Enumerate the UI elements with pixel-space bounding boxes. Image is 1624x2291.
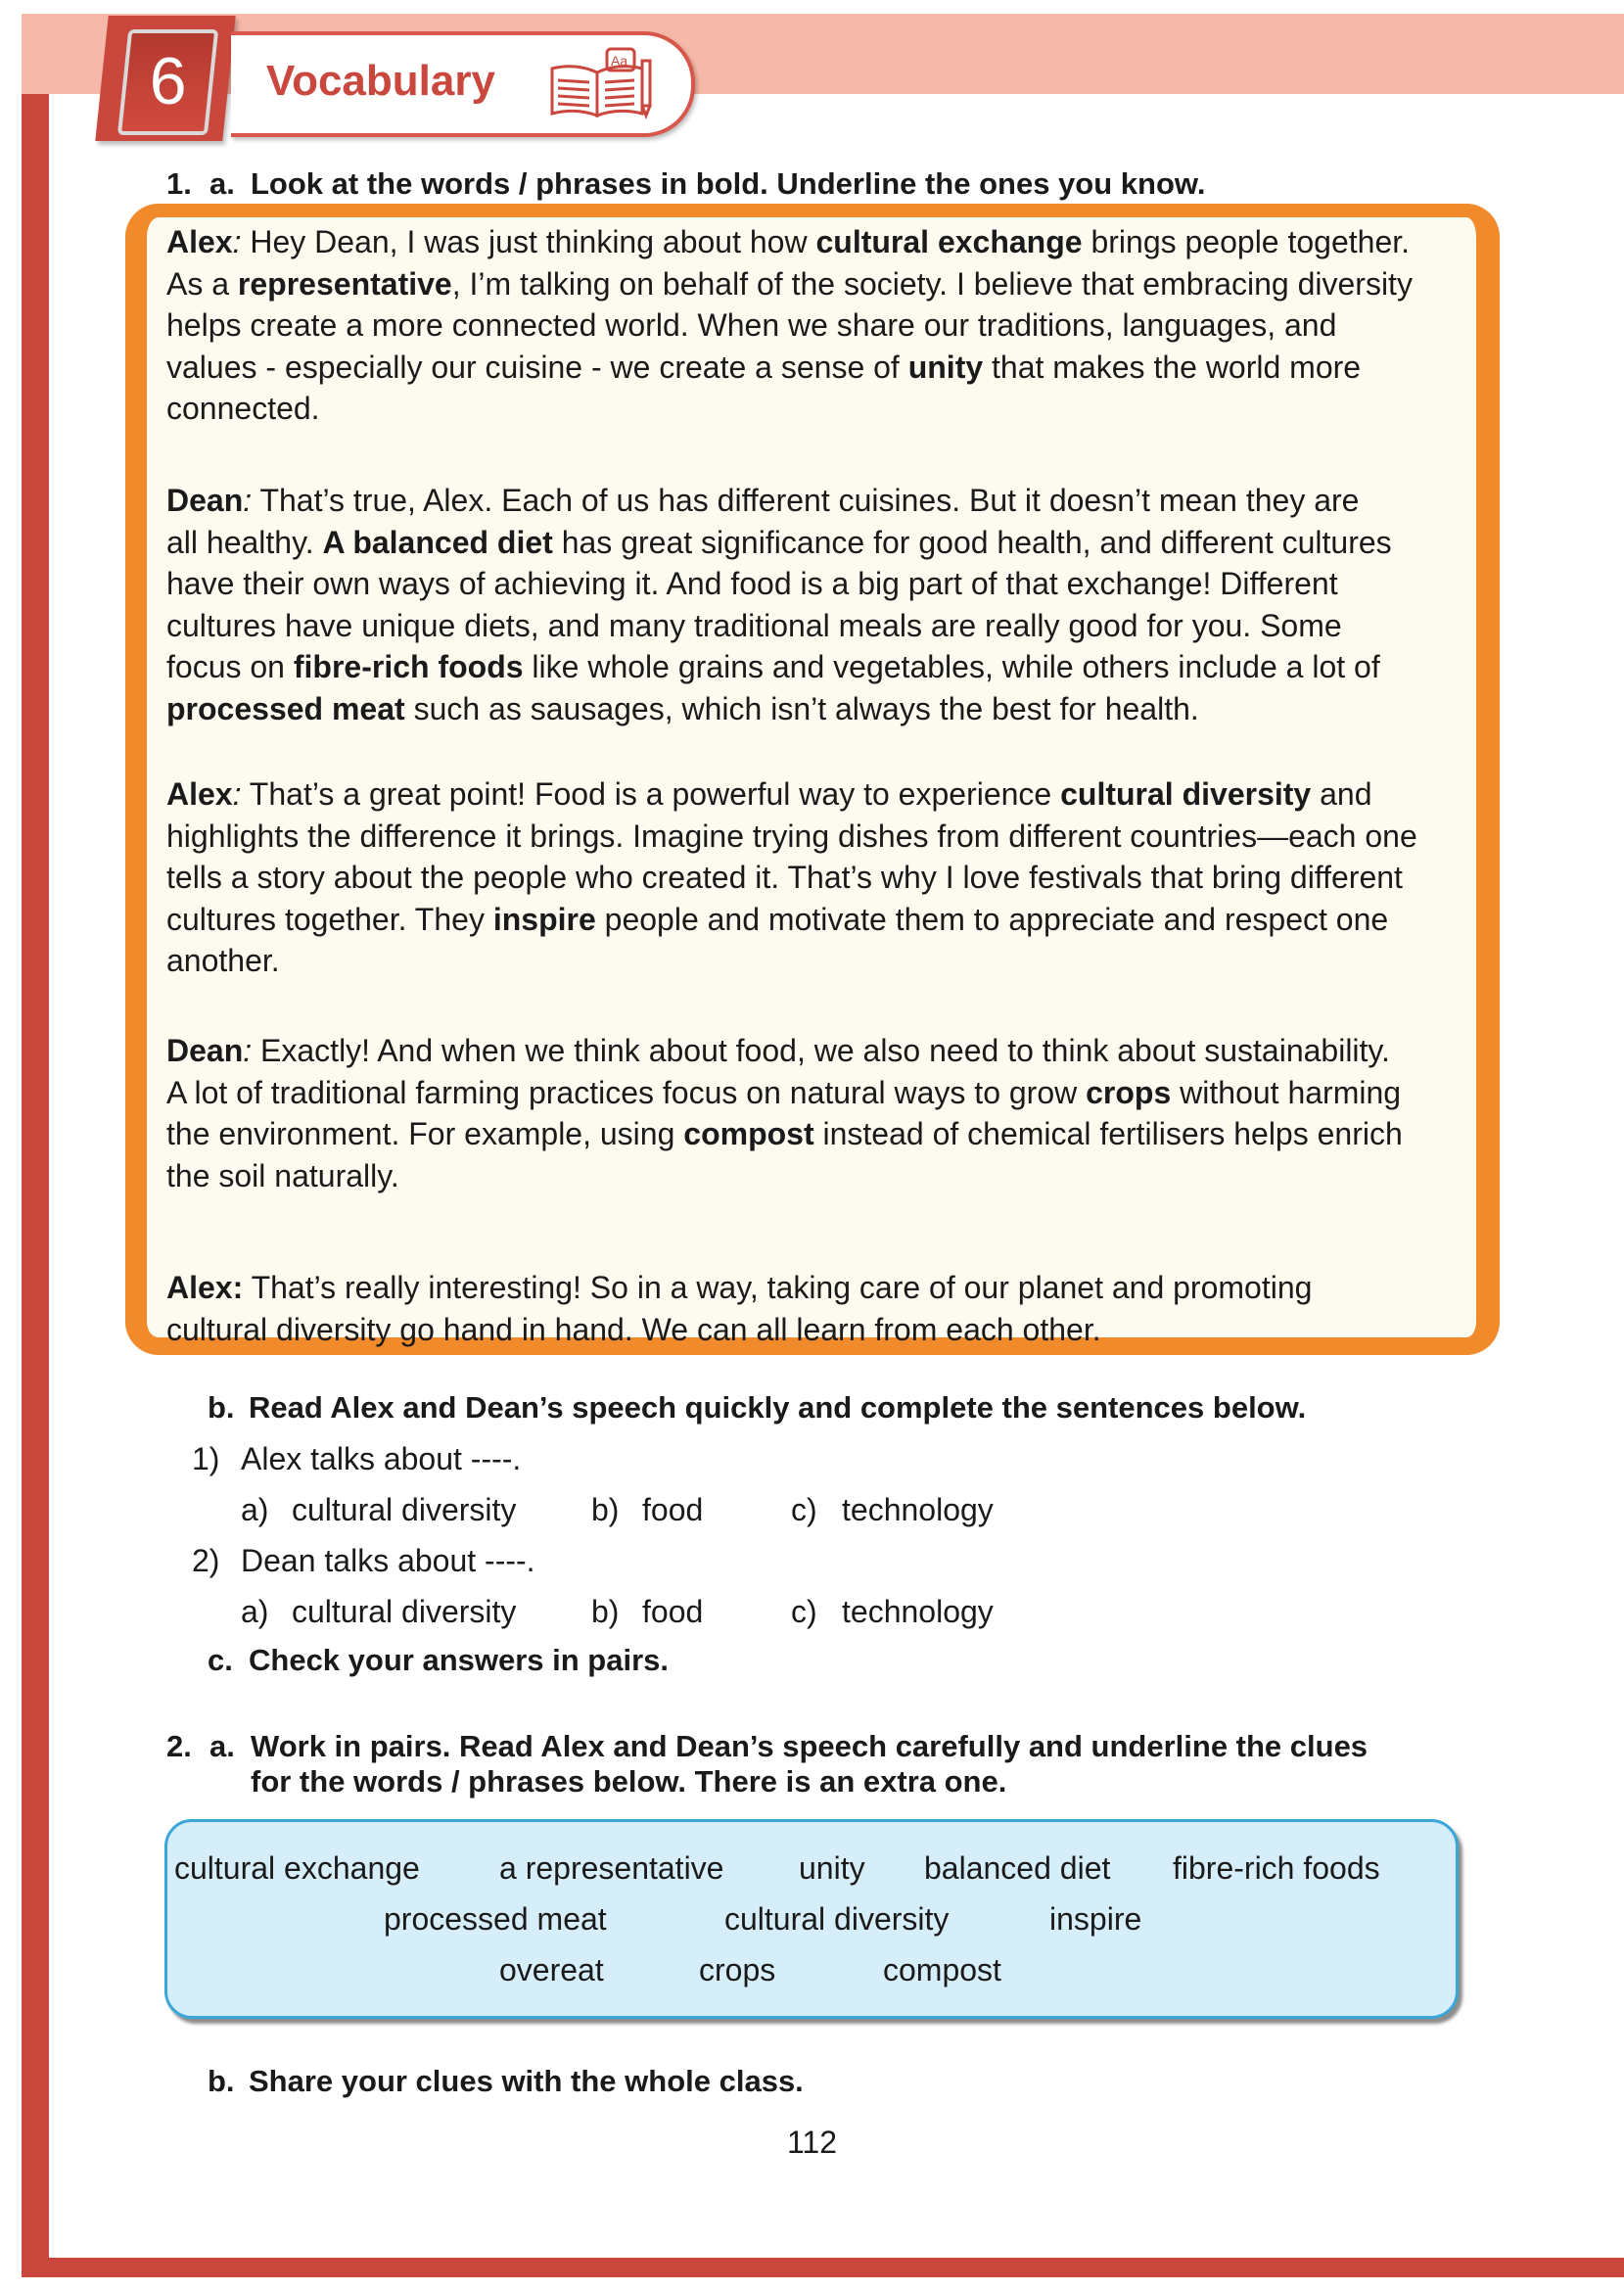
word-item: inspire	[1049, 1901, 1142, 1937]
book-vocabulary-icon	[546, 47, 654, 121]
dialogue-text-run: highlights the difference it brings. Imagine trying dishes from different countries—each one	[166, 818, 1417, 854]
dialogue-text-run: and	[1311, 776, 1372, 812]
dialogue-text-run: all healthy.	[166, 524, 323, 560]
dialogue-text-run: cultural diversity go hand in hand. We can all learn from each other.	[166, 1311, 1101, 1347]
dialogue-text-run: has great significance for good health, and different cultures	[552, 524, 1392, 560]
dialogue-line	[166, 1309, 1468, 1351]
dialogue-text-run: Hey Dean, I was just thinking about how	[241, 224, 816, 259]
key-vocabulary[interactable]: cultural diversity	[1060, 776, 1312, 812]
q1c-instruction: Check your answers in pairs.	[249, 1643, 670, 1677]
q2a-letter: a.	[209, 1729, 235, 1763]
dialogue-text-run: the soil naturally.	[166, 1157, 399, 1193]
q2b-heading	[208, 2064, 804, 2099]
q1b-instruction: Read Alex and Dean’s speech quickly and complete the sentences below.	[249, 1390, 1307, 1425]
dialogue-line	[166, 816, 1468, 858]
dialogue-line	[166, 1155, 1468, 1197]
key-vocabulary[interactable]: unity	[907, 349, 984, 385]
mc-question-1: 1) Alex talks about ----.	[192, 1441, 522, 1476]
dialogue-text-run: without harming	[1171, 1074, 1402, 1110]
speaker-name: Dean	[166, 483, 244, 518]
dialogue-line	[166, 773, 1468, 816]
speaker-colon: :	[232, 224, 242, 259]
word-item: a representative	[499, 1850, 724, 1886]
dialogue-line	[166, 605, 1468, 647]
dialogue-text-run: like whole grains and vegetables, while others include a lot of	[523, 649, 1380, 684]
mc-question-2: 2) Dean talks about ----.	[192, 1543, 535, 1578]
dialogue-text-run: brings people together.	[1082, 224, 1411, 259]
q1a-heading	[166, 166, 1205, 202]
q2-number: 2.	[166, 1729, 192, 1763]
dialogue-text-run: A lot of traditional farming practices focus on natural ways to grow	[166, 1074, 1087, 1110]
dialogue-text-run: values - especially our cuisine - we create a sense of	[166, 349, 908, 385]
page-number: 112	[786, 2125, 837, 2160]
dialogue-text-run: Exactly! And when we think about food, we also need to think about sustainability.	[252, 1033, 1390, 1068]
speaker-name: Alex:	[166, 1270, 244, 1305]
speaker-name: Dean	[166, 1033, 244, 1068]
word-item: compost	[883, 1952, 1001, 1987]
key-vocabulary[interactable]: inspire	[492, 901, 596, 937]
q1a-instruction: Look at the words / phrases in bold. Underline the ones you know.	[251, 166, 1206, 201]
dialogue-text-run: helps create a more connected world. When we share our traditions, languages, and	[166, 307, 1337, 343]
dialogue-text-run: instead of chemical fertilisers helps enrich	[813, 1116, 1403, 1151]
mc1-option-b[interactable]: b) food	[591, 1492, 704, 1527]
dialogue-line	[166, 221, 1468, 263]
mc2-option-b[interactable]: b) food	[591, 1594, 704, 1629]
speaker-colon: :	[232, 776, 242, 812]
left-frame-bar	[22, 94, 49, 2262]
mc1-option-c[interactable]: c) technology	[791, 1492, 994, 1527]
dialogue-line	[166, 263, 1468, 305]
key-vocabulary[interactable]: A balanced diet	[322, 524, 553, 560]
mc2-option-c[interactable]: c) technology	[791, 1594, 994, 1629]
word-item: balanced diet	[924, 1850, 1111, 1886]
mc1-option-a[interactable]: a) cultural diversity	[241, 1492, 517, 1527]
unit-number-frame	[117, 29, 218, 135]
dialogue-line	[166, 646, 1468, 688]
dialogue-text-run: That’s really interesting! So in a way, taking care of our planet and promoting	[243, 1270, 1313, 1305]
speaker-colon: :	[243, 1033, 253, 1068]
svg-text:Aa: Aa	[611, 53, 628, 69]
key-vocabulary[interactable]: compost	[683, 1116, 814, 1151]
key-vocabulary[interactable]: processed meat	[166, 690, 405, 726]
dialogue-line	[166, 1267, 1468, 1309]
word-item: cultural diversity	[724, 1901, 950, 1937]
key-vocabulary[interactable]: representative	[237, 265, 452, 302]
q2a-heading	[166, 1729, 1368, 1764]
section-title-pill	[231, 31, 695, 137]
dialogue-line	[166, 480, 1468, 522]
dialogue-text-run: As a	[166, 265, 238, 302]
dialogue-text-run: cultures together. They	[166, 901, 493, 937]
speaker-colon: :	[243, 483, 253, 518]
dialogue-text-run: cultures have unique diets, and many traditional meals are really good for you. Some	[166, 607, 1342, 643]
q2b-letter: b.	[208, 2064, 235, 2098]
section-title: Vocabulary	[266, 57, 495, 105]
unit-badge	[95, 16, 235, 141]
dialogue-line	[166, 940, 1468, 982]
key-vocabulary[interactable]: fibre-rich foods	[293, 649, 524, 684]
speaker-name: Alex	[166, 224, 233, 259]
q1c-heading	[208, 1643, 669, 1678]
speaker-name: Alex	[166, 776, 233, 812]
dialogue-text-run: another.	[166, 943, 280, 978]
unit-number: 6	[149, 44, 187, 118]
word-item: fibre-rich foods	[1173, 1850, 1380, 1886]
word-item: cultural exchange	[174, 1850, 420, 1886]
dialogue-text-run: connected.	[166, 391, 320, 426]
dialogue-line	[166, 899, 1468, 941]
word-item: processed meat	[384, 1901, 607, 1937]
q1c-letter: c.	[208, 1643, 233, 1677]
dialogue-text-run: that makes the world more	[983, 349, 1362, 385]
mc2-option-a[interactable]: a) cultural diversity	[241, 1594, 517, 1629]
dialogue-text-run: tells a story about the people who created it. That’s why I love festivals that bring different	[166, 860, 1403, 895]
word-item: unity	[799, 1850, 865, 1886]
dialogue-line	[166, 522, 1468, 564]
dialogue-text-run: the environment. For example, using	[166, 1116, 684, 1151]
dialogue-line	[166, 347, 1468, 389]
key-vocabulary[interactable]: crops	[1086, 1074, 1172, 1110]
dialogue-line	[166, 1030, 1468, 1072]
dialogue-text-run: That’s true, Alex. Each of us has different cuisines. But it doesn’t mean they are	[252, 483, 1360, 518]
q1b-heading	[208, 1390, 1306, 1426]
word-item: crops	[699, 1952, 776, 1987]
bottom-frame-bar	[22, 2258, 1624, 2277]
dialogue-line	[166, 1072, 1468, 1114]
dialogue-text-run: , I’m talking on behalf of the society. I believe that embracing diversity	[451, 265, 1413, 302]
dialogue-line	[166, 1113, 1468, 1155]
dialogue-text-run: people and motivate them to appreciate and respect one	[595, 901, 1389, 937]
q2b-instruction: Share your clues with the whole class.	[249, 2064, 804, 2098]
q1-number: 1.	[166, 166, 192, 201]
word-item: overeat	[499, 1952, 604, 1987]
q2a-instruction-line2: for the words / phrases below. There is an extra one.	[251, 1764, 1007, 1799]
key-vocabulary[interactable]: cultural exchange	[815, 224, 1083, 259]
dialogue-text-run: That’s a great point! Food is a powerful way to experience	[241, 776, 1061, 812]
dialogue-text-run: such as sausages, which isn’t always the best for health.	[404, 690, 1199, 726]
dialogue-line	[166, 304, 1468, 347]
dialogue-text-run: have their own ways of achieving it. And food is a big part of that exchange! Different	[166, 566, 1338, 601]
dialogue-line	[166, 688, 1468, 730]
dialogue-line	[166, 388, 1468, 430]
dialogue-line	[166, 563, 1468, 605]
q1b-letter: b.	[208, 1390, 235, 1425]
q2a-instruction-line1: Work in pairs. Read Alex and Dean’s speech carefully and underline the clues	[251, 1729, 1369, 1763]
dialogue-line	[166, 857, 1468, 899]
q1a-letter: a.	[209, 166, 235, 201]
dialogue-text-run: focus on	[166, 649, 294, 684]
